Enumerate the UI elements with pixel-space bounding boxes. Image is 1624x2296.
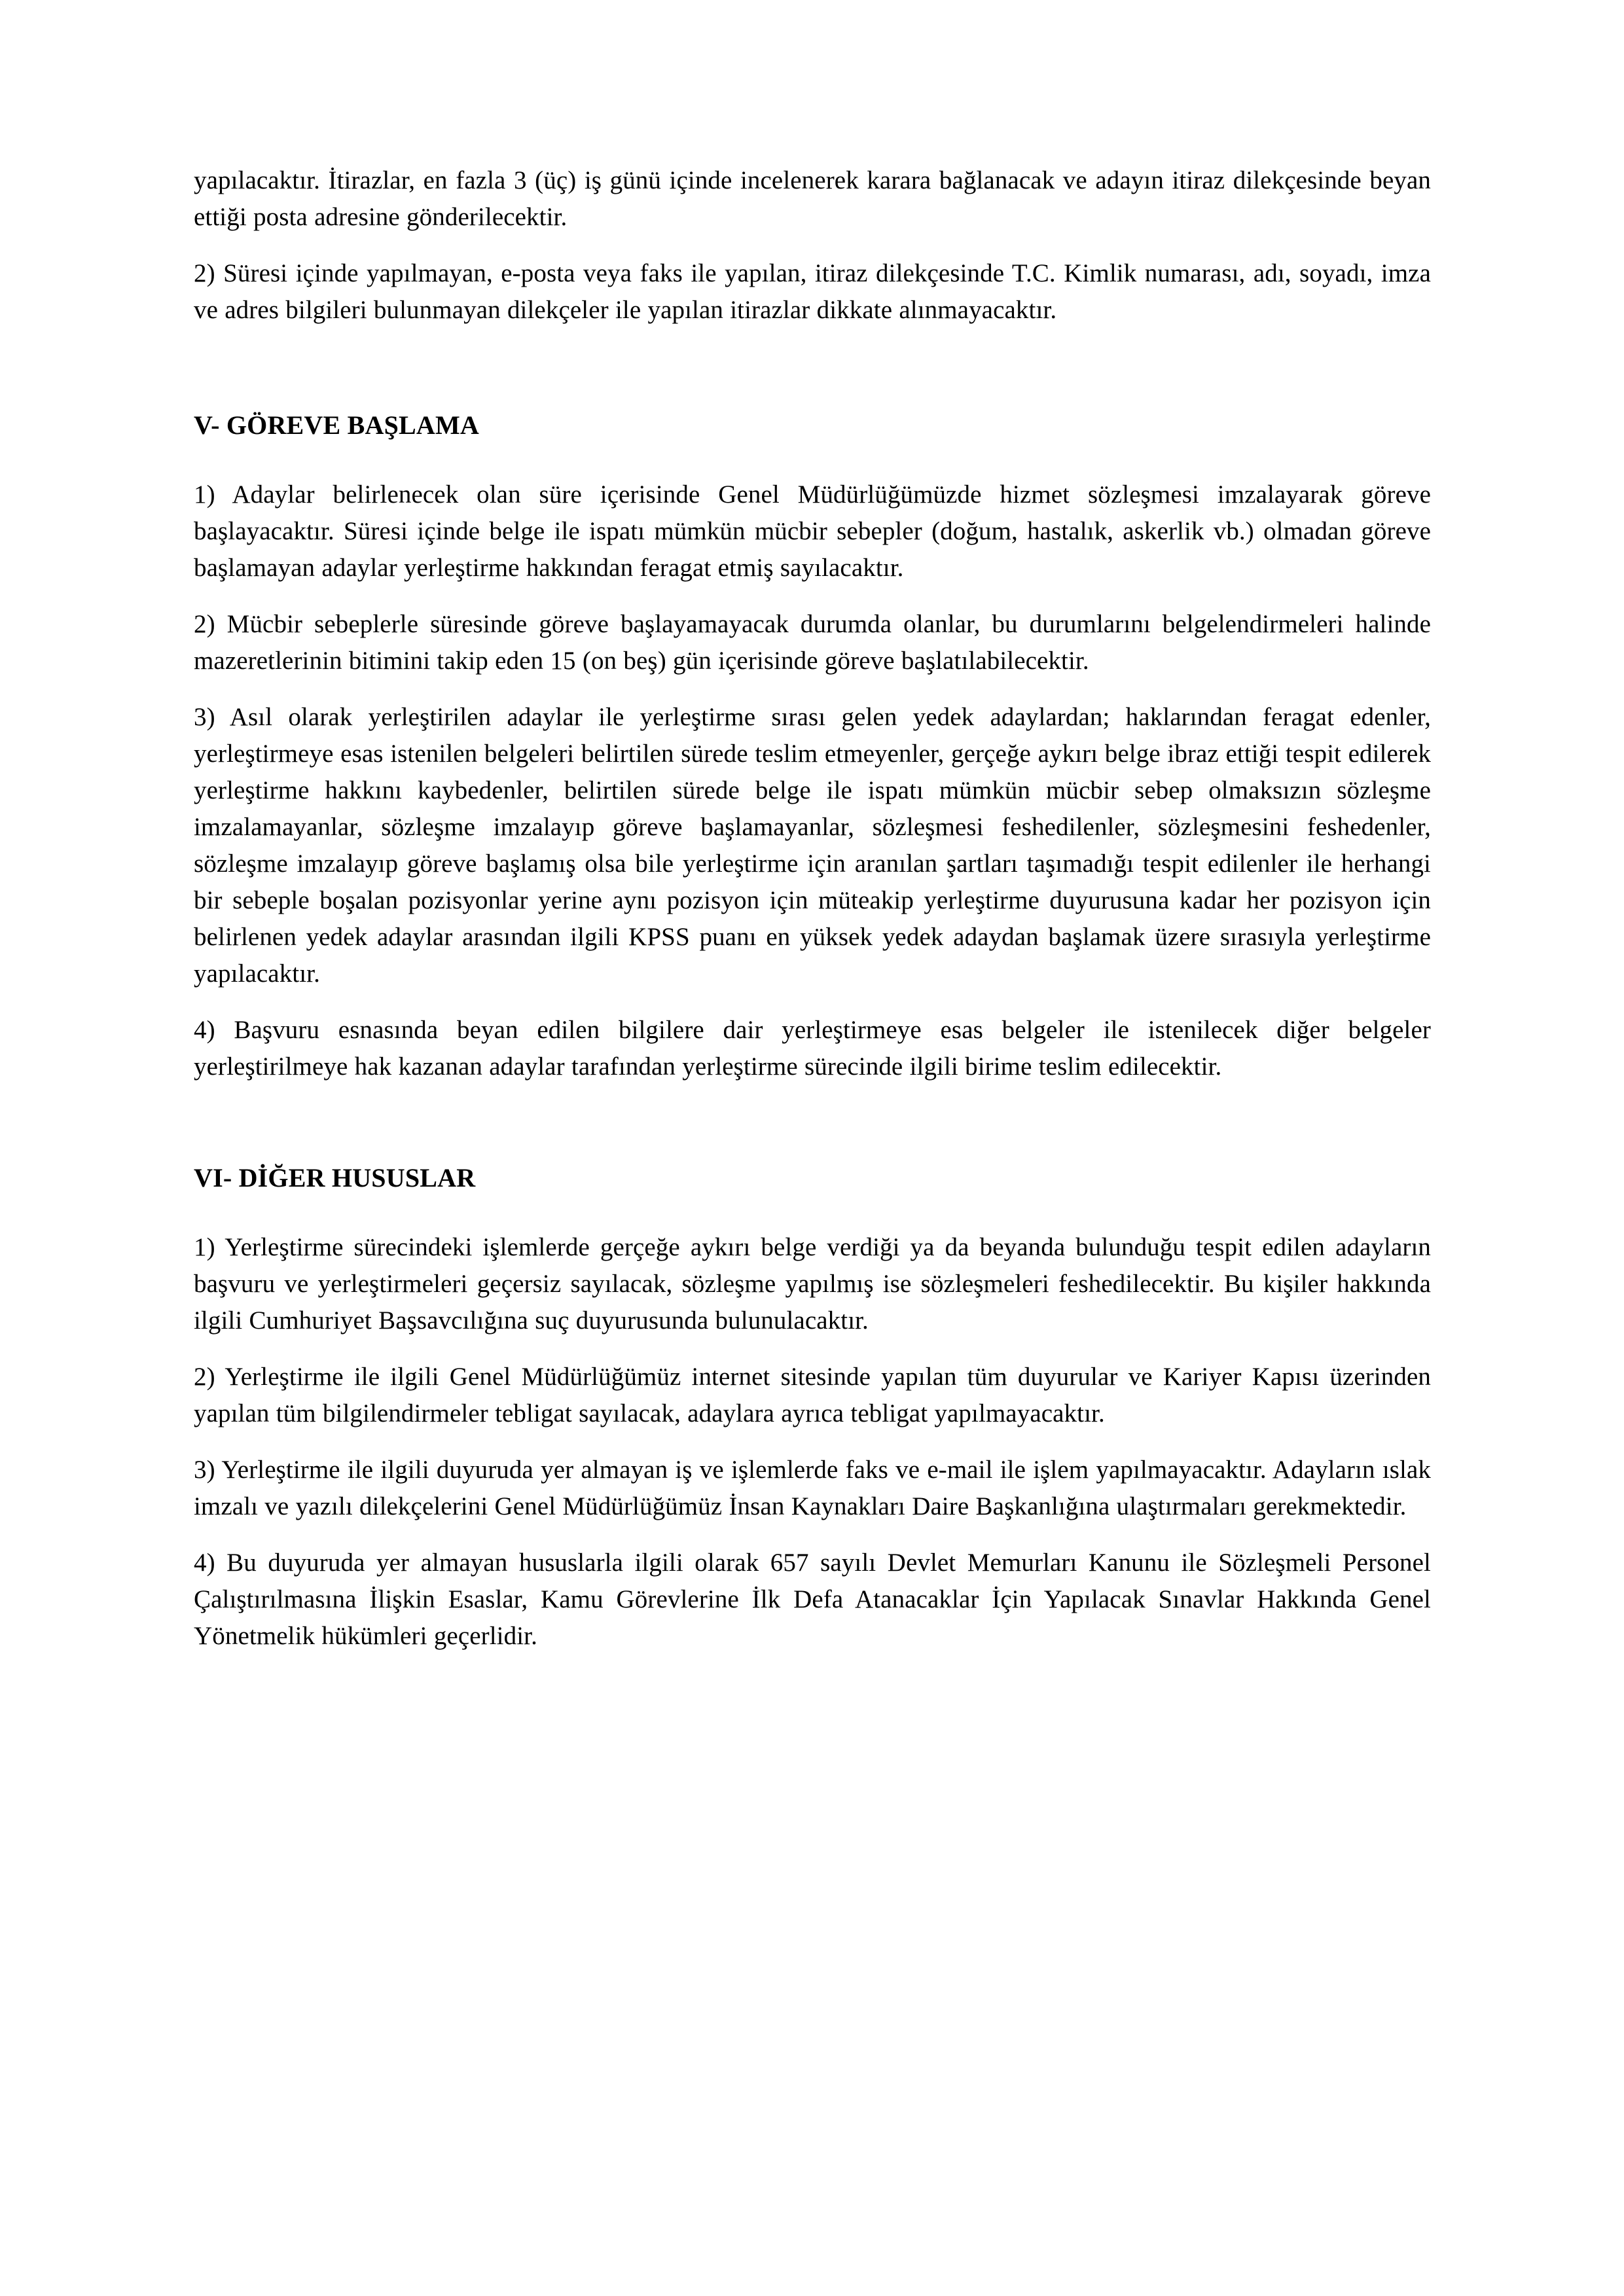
paragraph-vi-item-2: 2) Yerleştirme ile ilgili Genel Müdürlüğümüz internet sitesinde yapılan tüm duyurular ve Kariyer Kapısı üzerinden yapılan tüm bilgilendirmeler tebligat sayılacak, adaylara ayrıca tebligat yapılmayacaktır. (194, 1363, 1431, 1427)
section-heading-diger-hususlar: VI- DİĞER HUSUSLAR (194, 1163, 476, 1193)
paragraph-v-item-2: 2) Mücbir sebeplerle süresinde göreve başlayamayacak durumda olanlar, bu durumlarını belgelendirmeleri halinde mazeretlerinin bitimini takip eden 15 (on beş) gün içerisinde göreve başlatılabilecektir. (194, 610, 1431, 675)
paragraph-v-item-4: 4) Başvuru esnasında beyan edilen bilgilere dair yerleştirmeye esas belgeler ile istenilecek diğer belgeler yerleştirilmeye hak kazanan adaylar tarafından yerleştirme sürecinde ilgili birime teslim edilecektir. (194, 1016, 1431, 1081)
paragraph-vi-item-1: 1) Yerleştirme sürecindeki işlemlerde gerçeğe aykırı belge verdiği ya da beyanda bulunduğu tespit edilen adayların başvuru ve yerleştirmeleri geçersiz sayılacak, sözleşme yapılmış ise sözleşmeleri feshedilecektir. Bu kişiler hakkında ilgili Cumhuriyet Başsavcılığına suç duyurusunda bulunulacaktır. (194, 1233, 1431, 1335)
paragraph-intro-continuation: yapılacaktır. İtirazlar, en fazla 3 (üç) iş günü içinde incelenerek karara bağlanacak ve adayın itiraz dilekçesinde beyan ettiği posta adresine gönderilecektir. (194, 166, 1431, 231)
paragraph-v-item-1: 1) Adaylar belirlenecek olan süre içerisinde Genel Müdürlüğümüzde hizmet sözleşmesi imzalayarak göreve başlayacaktır. Süresi içinde belge ile ispatı mümkün mücbir sebepler (doğum, hastalık, askerlik vb.) olmadan göreve başlamayan adaylar yerleştirme hakkından feragat etmiş sayılacaktır. (194, 480, 1431, 582)
paragraph-intro-item-2: 2) Süresi içinde yapılmayan, e-posta veya faks ile yapılan, itiraz dilekçesinde T.C. Kimlik numarası, adı, soyadı, imza ve adres bilgileri bulunmayan dilekçeler ile yapılan itirazlar dikkate alınmayacaktır. (194, 259, 1431, 324)
paragraph-v-item-3: 3) Asıl olarak yerleştirilen adaylar ile yerleştirme sırası gelen yedek adaylardan; haklarından feragat edenler, yerleştirmeye esas istenilen belgeleri belirtilen sürede teslim etmeyenler, gerçeğe aykırı belge ibraz ettiği tespit edilerek yerleştirme hakkını kaybedenler, belirtilen sürede belge ile ispatı mümkün mücbir sebep olmaksızın sözleşme imzalamayanlar, sözleşme imzalayıp göreve başlamayanlar, sözleşmesi feshedilenler, sözleşmesini feshedenler, sözleşme imzalayıp göreve başlamış olsa bile yerleştirme için aranılan şartları taşımadığı tespit edilenler ile herhangi bir sebeple boşalan pozisyonlar yerine aynı pozisyon için müteakip yerleştirme duyurusuna kadar her pozisyon için belirlenen yedek adaylar arasından ilgili KPSS puanı en yüksek yedek adaydan başlamak üzere sırasıyla yerleştirme yapılacaktır. (194, 703, 1431, 988)
paragraph-vi-item-4: 4) Bu duyuruda yer almayan hususlarla ilgili olarak 657 sayılı Devlet Memurları Kanunu ile Sözleşmeli Personel Çalıştırılmasına İlişkin Esaslar, Kamu Görevlerine İlk Defa Atanacaklar İçin Yapılacak Sınavlar Hakkında Genel Yönetmelik hükümleri geçerlidir. (194, 1549, 1431, 1650)
section-heading-goreve-baslama: V- GÖREVE BAŞLAMA (194, 410, 480, 440)
paragraph-vi-item-3: 3) Yerleştirme ile ilgili duyuruda yer almayan iş ve işlemlerde faks ve e-mail ile işlem yapılmayacaktır. Adayların ıslak imzalı ve yazılı dilekçelerini Genel Müdürlüğümüz İnsan Kaynakları Daire Başkanlığına ulaştırmaları gerekmektedir. (194, 1456, 1431, 1520)
document-body (194, 162, 1431, 1655)
